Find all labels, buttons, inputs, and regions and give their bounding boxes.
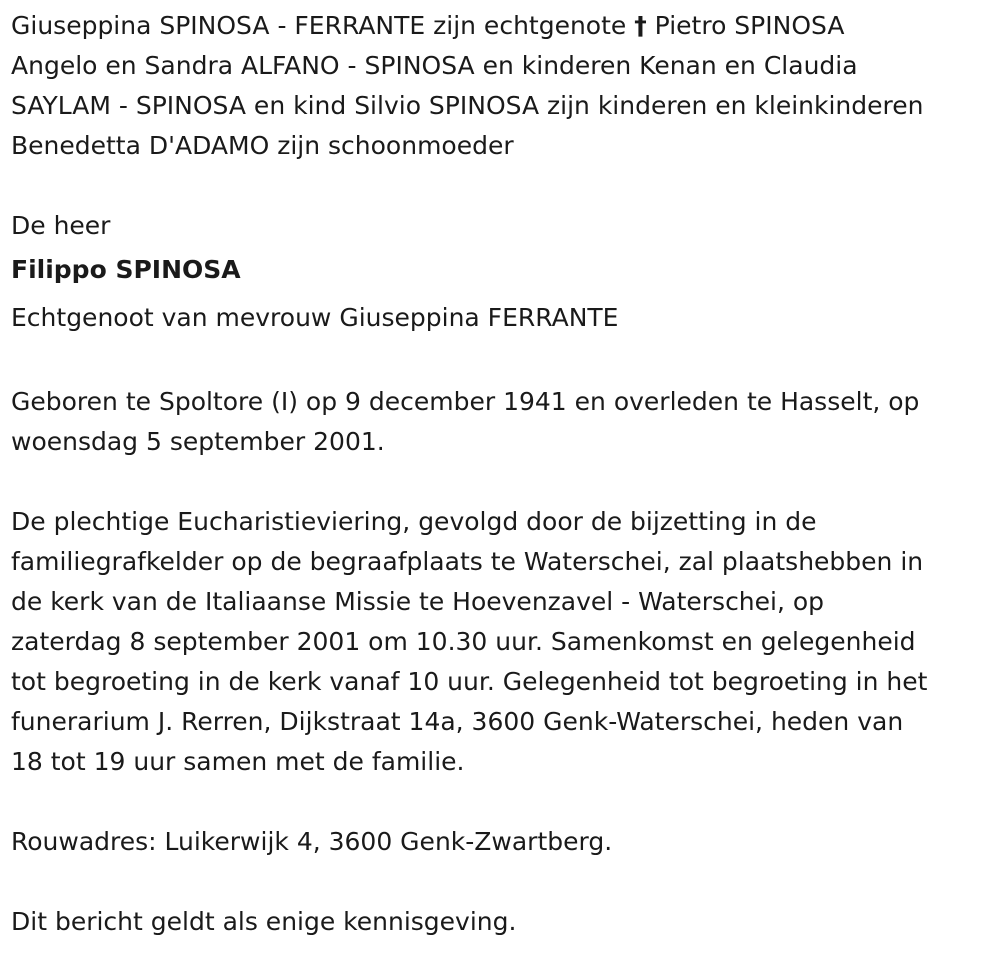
ceremony-section <box>11 502 996 782</box>
obituary-notice <box>11 6 996 942</box>
ceremony-line-3: de kerk van de Italiaanse Missie te Hoevenzavel - Waterschei, op <box>11 587 825 616</box>
notice-line: Dit bericht geldt als enige kennisgeving. <box>11 907 517 936</box>
spacer <box>11 342 996 382</box>
family-line-1 <box>11 6 996 46</box>
spacer <box>11 166 996 206</box>
family-line-1-post: Pietro SPINOSA <box>646 11 845 40</box>
ceremony-line-6: funerarium J. Rerren, Dijkstraat 14a, 3600 Genk-Waterschei, heden van <box>11 707 904 736</box>
family-line-2: Angelo en Sandra ALFANO - SPINOSA en kinderen Kenan en Claudia <box>11 51 858 80</box>
ceremony-line-4: zaterdag 8 september 2001 om 10.30 uur. Samenkomst en gelegenheid <box>11 627 916 656</box>
ceremony-line-1: De plechtige Eucharistieviering, gevolgd door de bijzetting in de <box>11 507 817 536</box>
spacer <box>11 462 996 502</box>
mourning-address: Rouwadres: Luikerwijk 4, 3600 Genk-Zwartberg. <box>11 827 613 856</box>
salutation: De heer <box>11 211 111 240</box>
birth-death-line-1: Geboren te Spoltore (I) op 9 december 1941 en overleden te Hasselt, op <box>11 387 920 416</box>
ceremony-line-2: familiegrafkelder op de begraafplaats te Waterschei, zal plaatshebben in <box>11 547 924 576</box>
cross-icon: † <box>634 11 647 40</box>
deceased-section <box>11 206 996 342</box>
family-line-3: SAYLAM - SPINOSA en kind Silvio SPINOSA zijn kinderen en kleinkinderen <box>11 91 924 120</box>
spacer <box>11 782 996 822</box>
spouse-line: Echtgenoot van mevrouw Giuseppina FERRANTE <box>11 303 619 332</box>
ceremony-line-5: tot begroeting in de kerk vanaf 10 uur. Gelegenheid tot begroeting in het <box>11 667 928 696</box>
ceremony-line-7: 18 tot 19 uur samen met de familie. <box>11 747 465 776</box>
spacer <box>11 862 996 902</box>
family-line-1-pre: Giuseppina SPINOSA - FERRANTE zijn echtgenote <box>11 11 635 40</box>
family-section <box>11 6 996 166</box>
birth-death-line-2: woensdag 5 september 2001. <box>11 427 385 456</box>
deceased-name: Filippo SPINOSA <box>11 255 241 284</box>
birth-death-section <box>11 382 996 462</box>
family-line-4: Benedetta D'ADAMO zijn schoonmoeder <box>11 131 514 160</box>
